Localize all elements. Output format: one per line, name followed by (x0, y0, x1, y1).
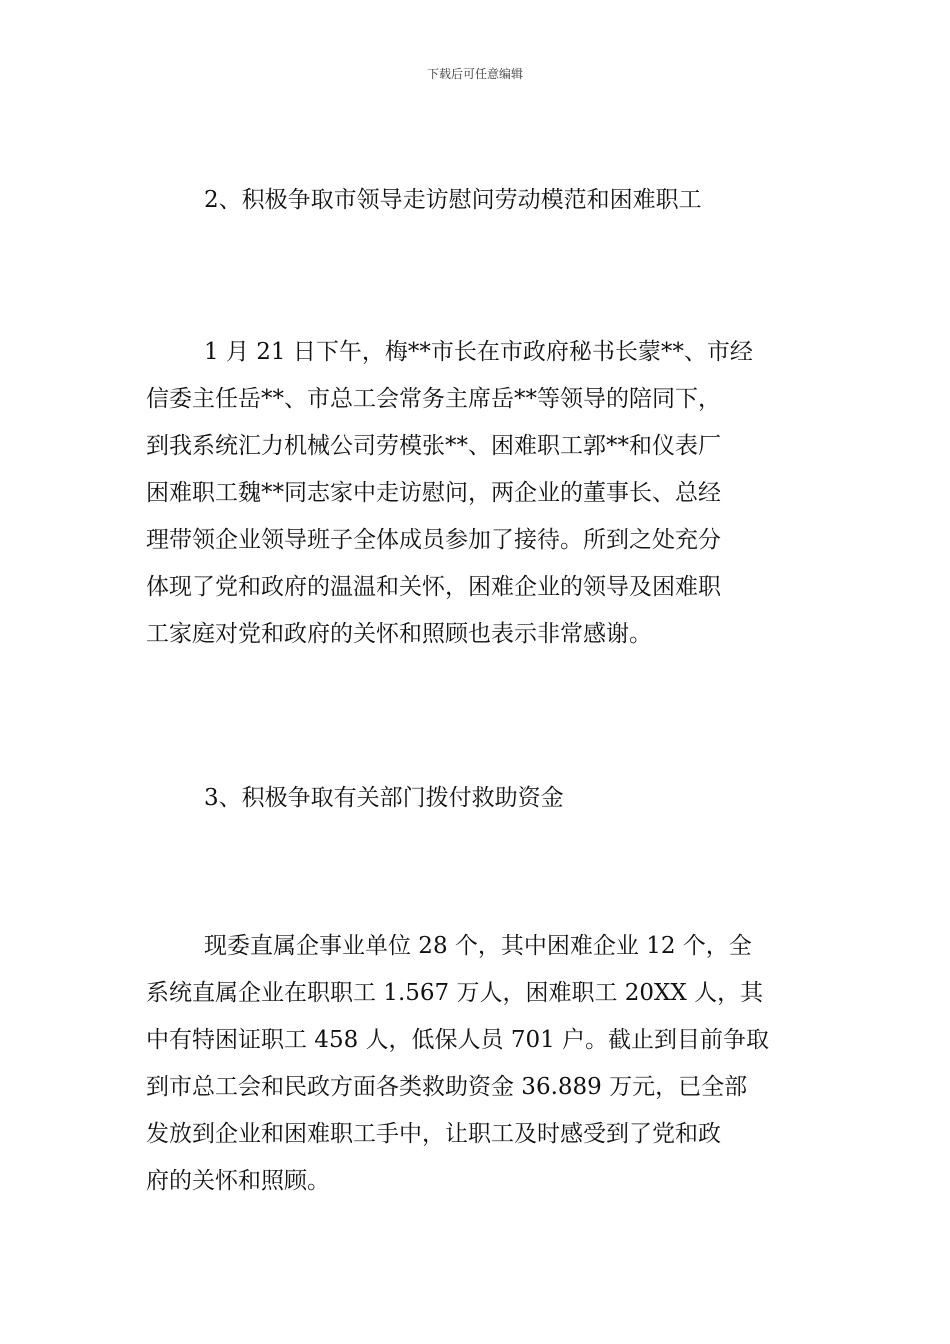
paragraph-line: 到市总工会和民政方面各类救助资金 36.889 万元，已全部 (146, 1074, 748, 1100)
paragraph-line: 困难职工魏**同志家中走访慰问，两企业的董事长、总经 (146, 480, 721, 506)
paragraph-line: 信委主任岳**、市总工会常务主席岳**等领导的陪同下， (146, 386, 721, 412)
section-heading-3: 3、积极争取有关部门拨付救助资金 (204, 785, 564, 811)
section-heading-2: 2、积极争取市领导走访慰问劳动模范和困难职工 (204, 187, 702, 213)
paragraph-line: 中有特困证职工 458 人，低保人员 701 户。截止到目前争取 (146, 1027, 770, 1053)
paragraph-line: 现委直属企事业单位 28 个，其中困难企业 12 个，全 (204, 933, 752, 959)
section-3-paragraph (146, 931, 811, 1213)
paragraph-line: 1 月 21 日下午，梅**市长在市政府秘书长蒙**、市经 (204, 339, 753, 365)
paragraph-line: 工家庭对党和政府的关怀和照顾也表示非常感谢。 (146, 621, 652, 647)
paragraph-line: 体现了党和政府的温温和关怀，困难企业的领导及困难职 (146, 574, 721, 600)
paragraph-line: 府的关怀和照顾。 (146, 1168, 330, 1194)
paragraph-line: 理带领企业领导班子全体成员参加了接待。所到之处充分 (146, 527, 721, 553)
page-header: 下载后可任意编辑 (426, 67, 523, 81)
paragraph-line: 到我系统汇力机械公司劳模张**、困难职工郭**和仪表厂 (146, 433, 721, 459)
paragraph-line: 系统直属企业在职职工 1.567 万人，困难职工 20XX 人，其 (146, 980, 764, 1006)
paragraph-line: 发放到企业和困难职工手中，让职工及时感受到了党和政 (146, 1121, 721, 1147)
section-2-paragraph (146, 337, 811, 666)
